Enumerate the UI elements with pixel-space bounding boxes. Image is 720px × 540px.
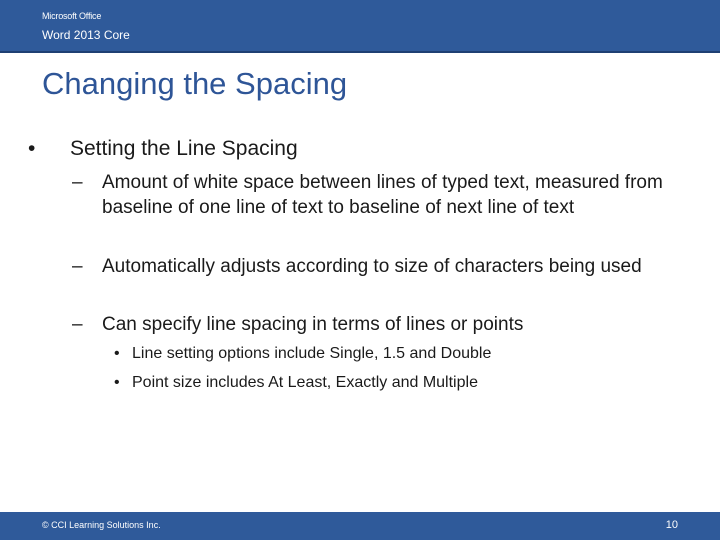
sub-sub-bullet-2: [114, 373, 674, 393]
sub-bullet-3-text: Can specify line spacing in terms of lines or points: [102, 314, 524, 335]
dash-icon: –: [72, 256, 83, 277]
sub-sub-bullet-1: [114, 344, 674, 364]
sub-bullet-1: [72, 170, 692, 220]
bullet-level1-text: Setting the Line Spacing: [70, 137, 298, 160]
sub-sub-bullet-1-text: Line setting options include Single, 1.5 and Double: [132, 345, 492, 362]
copyright-text: © CCI Learning Solutions Inc.: [42, 520, 161, 530]
bullet-dot-icon: •: [114, 345, 120, 362]
bullet-dot-icon: •: [114, 374, 120, 391]
brand-label: Microsoft Office: [42, 11, 102, 21]
sub-bullet-1-text: Amount of white space between lines of typed text, measured from baseline of one line of text to baseline of next line of text: [102, 172, 663, 218]
sub-bullet-2: [72, 254, 692, 279]
dash-icon: –: [72, 172, 83, 193]
header-band: [0, 0, 720, 53]
sub-sub-bullet-2-text: Point size includes At Least, Exactly and Multiple: [132, 374, 478, 391]
slide-title: Changing the Spacing: [42, 66, 348, 101]
sub-bullet-2-text: Automatically adjusts according to size of characters being used: [102, 256, 642, 277]
page-number: 10: [665, 519, 678, 531]
dash-icon: –: [72, 314, 83, 335]
product-label: Word 2013 Core: [42, 28, 130, 42]
bullet-dot-icon: •: [28, 137, 36, 160]
sub-bullet-3: [72, 312, 692, 337]
